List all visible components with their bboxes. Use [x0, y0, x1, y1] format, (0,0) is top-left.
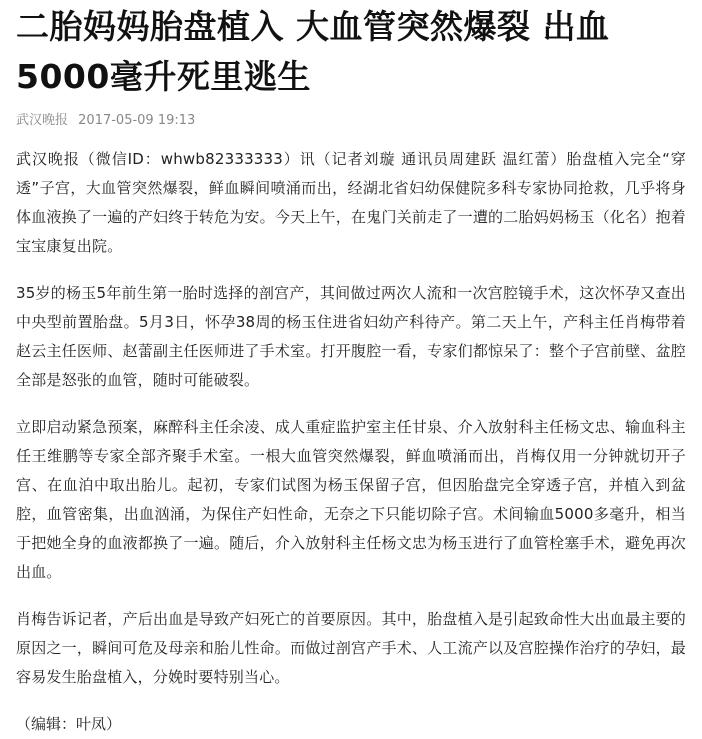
- article-body: [16, 145, 686, 739]
- article-title: 二胎妈妈胎盘植入 大血管突然爆裂 出血5000毫升死里逃生: [16, 7, 610, 96]
- source-label: 武汉晚报: [16, 113, 69, 128]
- paragraph: 肖梅告诉记者，产后出血是导致产妇死亡的首要原因。其中，胎盘植入是引起致命性大出血最主要的原因之一，瞬间可危及母亲和胎儿性命。而做过剖宫产手术、人工流产以及宫腔操作治疗的孕妇，最容易发生胎盘植入，分娩时要特别当心。: [16, 610, 686, 686]
- paragraph: 35岁的杨玉5年前生第一胎时选择的剖宫产，其间做过两次人流和一次宫腔镜手术，这次怀孕又查出中央型前置胎盘。5月3日，怀孕38周的杨玉住进省妇幼产科待产。第二天上午，产科主任肖梅带着赵云主任医师、赵蕾副主任医师进了手术室。打开腹腔一看，专家们都惊呆了：整个子宫前壁、盆腔全部是怒张的血管，随时可能破裂。: [16, 284, 686, 389]
- publish-date: 2017-05-09 19:13: [78, 113, 196, 128]
- article-meta: [16, 112, 686, 130]
- editor-credit: （编辑：叶凤）: [16, 715, 122, 733]
- paragraph: 武汉晚报（微信ID：whwb82333333）讯（记者刘璇 通讯员周建跃 温红蕾）胎盘植入完全“穿透”子宫，大血管突然爆裂，鲜血瞬间喷涌而出，经湖北省妇幼保健院多科专家协同抢救，几乎将身体血液换了一遍的产妇终于转危为安。今天上午，在鬼门关前走了一遭的二胎妈妈杨玉（化名）抱着宝宝康复出院。: [16, 150, 686, 255]
- paragraph: 立即启动紧急预案，麻醉科主任余凌、成人重症监护室主任甘泉、介入放射科主任杨文忠、输血科主任王维鹏等专家全部齐聚手术室。一根大血管突然爆裂，鲜血喷涌而出，肖梅仅用一分钟就切开子宫、在血泊中取出胎儿。起初，专家们试图为杨玉保留子宫，但因胎盘完全穿透子宫，并植入到盆腔，血管密集，出血汹涌，为保住产妇性命，无奈之下只能切除子宫。术间输血5000多毫升，相当于把她全身的血液都换了一遍。随后，介入放射科主任杨文忠为杨玉进行了血管栓塞手术，避免再次出血。: [16, 418, 686, 581]
